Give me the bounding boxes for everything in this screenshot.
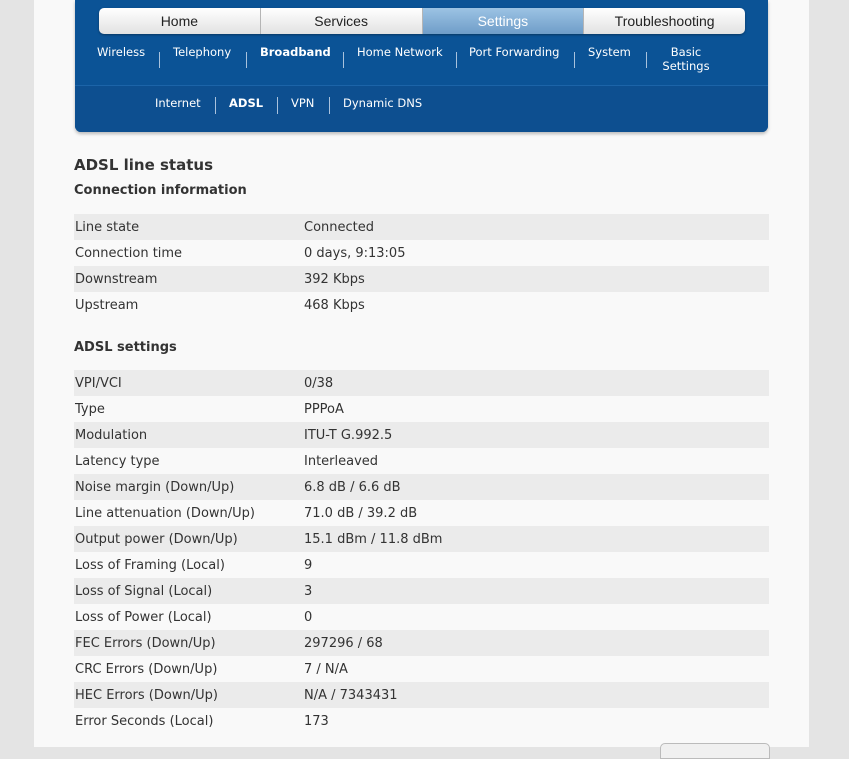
- subnav-divider: [246, 52, 247, 68]
- table-row: [74, 500, 769, 526]
- table-row: [74, 214, 769, 240]
- row-label: CRC Errors (Down/Up): [74, 656, 304, 682]
- row-value: 9: [304, 552, 769, 578]
- table-row: [74, 552, 769, 578]
- row-value: N/A / 7343431: [304, 682, 769, 708]
- subnav-port-forwarding[interactable]: Port Forwarding: [469, 45, 560, 59]
- subnav-system[interactable]: System: [588, 45, 631, 59]
- table-row: [74, 656, 769, 682]
- adsl-settings-heading: ADSL settings: [74, 340, 177, 355]
- row-value: 173: [304, 708, 769, 734]
- subnav-wireless[interactable]: Wireless: [97, 45, 146, 59]
- subnav2-divider: [329, 97, 330, 114]
- subnav2-divider: [277, 97, 278, 114]
- row-value: 0/38: [304, 370, 769, 396]
- table-row: [74, 526, 769, 552]
- subnav-basic-settings[interactable]: Basic Settings: [662, 45, 710, 73]
- row-label: Line state: [74, 214, 304, 240]
- row-value: PPPoA: [304, 396, 769, 422]
- table-row: [74, 396, 769, 422]
- subnav2-internet[interactable]: Internet: [155, 96, 201, 110]
- table-row: [74, 422, 769, 448]
- connection-info-table: [74, 214, 769, 318]
- table-row: [74, 474, 769, 500]
- tab-home[interactable]: Home: [99, 8, 261, 34]
- top-tab-bar: [99, 8, 745, 34]
- page-title: ADSL line status: [74, 156, 213, 174]
- row-value: 468 Kbps: [304, 292, 769, 318]
- row-label: Error Seconds (Local): [74, 708, 304, 734]
- row-value: ITU-T G.992.5: [304, 422, 769, 448]
- subnav2-vpn[interactable]: VPN: [291, 96, 315, 110]
- navigation-panel: [75, 0, 768, 132]
- subnav-divider: [646, 52, 647, 68]
- partial-button[interactable]: [660, 743, 770, 759]
- connection-info-heading: Connection information: [74, 183, 247, 198]
- subnav-divider: [343, 52, 344, 68]
- row-value: 7 / N/A: [304, 656, 769, 682]
- row-value: 392 Kbps: [304, 266, 769, 292]
- table-row: [74, 604, 769, 630]
- row-label: Noise margin (Down/Up): [74, 474, 304, 500]
- table-row: [74, 708, 769, 734]
- row-label: Loss of Power (Local): [74, 604, 304, 630]
- subnav2-dynamic-dns[interactable]: Dynamic DNS: [343, 96, 423, 110]
- row-label: Upstream: [74, 292, 304, 318]
- table-row: [74, 682, 769, 708]
- row-value: 6.8 dB / 6.6 dB: [304, 474, 769, 500]
- row-label: Type: [74, 396, 304, 422]
- subnav-home-network[interactable]: Home Network: [357, 45, 443, 59]
- table-row: [74, 370, 769, 396]
- subnav-divider: [159, 52, 160, 68]
- row-label: Loss of Signal (Local): [74, 578, 304, 604]
- row-label: Output power (Down/Up): [74, 526, 304, 552]
- table-row: [74, 292, 769, 318]
- row-label: Latency type: [74, 448, 304, 474]
- page-background: [34, 0, 809, 747]
- subnav2-divider: [215, 97, 216, 114]
- table-row: [74, 630, 769, 656]
- table-row: [74, 578, 769, 604]
- row-value: Connected: [304, 214, 769, 240]
- row-label: VPI/VCI: [74, 370, 304, 396]
- table-row: [74, 240, 769, 266]
- tab-troubleshooting[interactable]: Troubleshooting: [584, 8, 745, 34]
- row-value: 0: [304, 604, 769, 630]
- row-value: 297296 / 68: [304, 630, 769, 656]
- row-value: 0 days, 9:13:05: [304, 240, 769, 266]
- tab-settings[interactable]: Settings: [423, 8, 585, 34]
- row-label: HEC Errors (Down/Up): [74, 682, 304, 708]
- row-label: Line attenuation (Down/Up): [74, 500, 304, 526]
- subnav-broadband[interactable]: Broadband: [260, 45, 331, 59]
- table-row: [74, 266, 769, 292]
- row-label: Connection time: [74, 240, 304, 266]
- tab-services[interactable]: Services: [261, 8, 423, 34]
- row-value: 71.0 dB / 39.2 dB: [304, 500, 769, 526]
- subnav2-adsl[interactable]: ADSL: [229, 96, 264, 110]
- row-label: Loss of Framing (Local): [74, 552, 304, 578]
- row-label: FEC Errors (Down/Up): [74, 630, 304, 656]
- adsl-settings-table: [74, 370, 769, 734]
- row-label: Modulation: [74, 422, 304, 448]
- row-value: 15.1 dBm / 11.8 dBm: [304, 526, 769, 552]
- row-value: 3: [304, 578, 769, 604]
- subnav-divider: [574, 52, 575, 68]
- row-value: Interleaved: [304, 448, 769, 474]
- row-label: Downstream: [74, 266, 304, 292]
- table-row: [74, 448, 769, 474]
- subnav-telephony[interactable]: Telephony: [173, 45, 232, 59]
- subnav-divider: [456, 52, 457, 68]
